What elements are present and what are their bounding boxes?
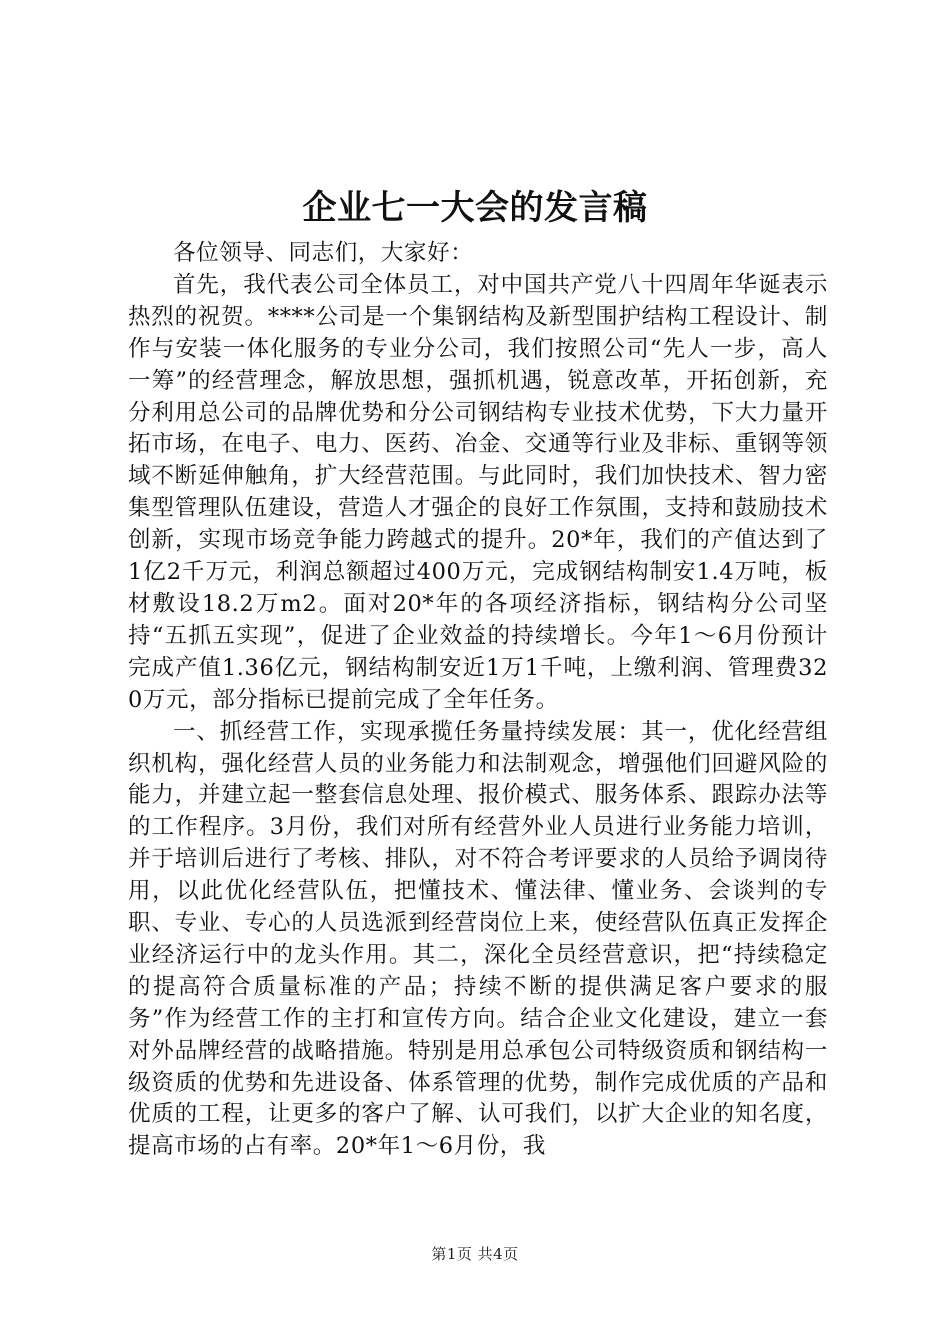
- document-body: [128, 238, 828, 1163]
- page-footer: 第1页 共4页: [431, 1245, 519, 1263]
- body-paragraph-intro: 首先，我代表公司全体员工，对中国共产党八十四周年华诞表示热烈的祝贺。****公司是一个集钢结构及新型围护结构工程设计、制作与安装一体化服务的专业分公司，我们按照公司“先人一步，高人一筹”的经营理念，解放思想，强抓机遇，锐意改革，开拓创新，充分利用总公司的品牌优势和分公司钢结构专业技术优势，下大力量开拓市场，在电子、电力、医药、冶金、交通等行业及非标、重钢等领域不断延伸触角，扩大经营范围。与此同时，我们加快技术、智力密集型管理队伍建设，营造人才强企的良好工作氛围，支持和鼓励技术创新，实现市场竞争能力跨越式的提升。20*年，我们的产值达到了1亿2千万元，利润总额超过400万元，完成钢结构制安1.4万吨，板材敷设18.2万m2。面对20*年的各项经济指标，钢结构分公司坚持“五抓五实现”，促进了企业效益的持续增长。今年1～6月份预计完成产值1.36亿元，钢结构制安近1万1千吨，上缴利润、管理费320万元，部分指标已提前完成了全年任务。: [128, 271, 828, 713]
- document-title: 企业七一大会的发言稿: [302, 188, 648, 228]
- body-paragraph-section-one: 一、抓经营工作，实现承揽任务量持续发展：其一，优化经营组织机构，强化经营人员的业务能力和法制观念，增强他们回避风险的能力，并建立起一整套信息处理、报价模式、服务体系、跟踪办法等的工作程序。3月份，我们对所有经营外业人员进行业务能力培训，并于培训后进行了考核、排队，对不符合考评要求的人员给予调岗待用，以此优化经营队伍，把懂技术、懂法律、懂业务、会谈判的专职、专业、专心的人员选派到经营岗位上来，使经营队伍真正发挥企业经济运行中的龙头作用。其二，深化全员经营意识，把“持续稳定的提高符合质量标准的产品；持续不断的提供满足客户要求的服务”作为经营工作的主打和宣传方向。结合企业文化建设，建立一套对外品牌经营的战略措施。特别是用总承包公司特级资质和钢结构一级资质的优势和先进设备、体系管理的优势，制作完成优质的产品和优质的工程，让更多的客户了解、认可我们，以扩大企业的知名度，提高市场的占有率。20*年1～6月份，我: [128, 718, 828, 1160]
- greeting-paragraph: 各位领导、同志们，大家好：: [173, 240, 474, 266]
